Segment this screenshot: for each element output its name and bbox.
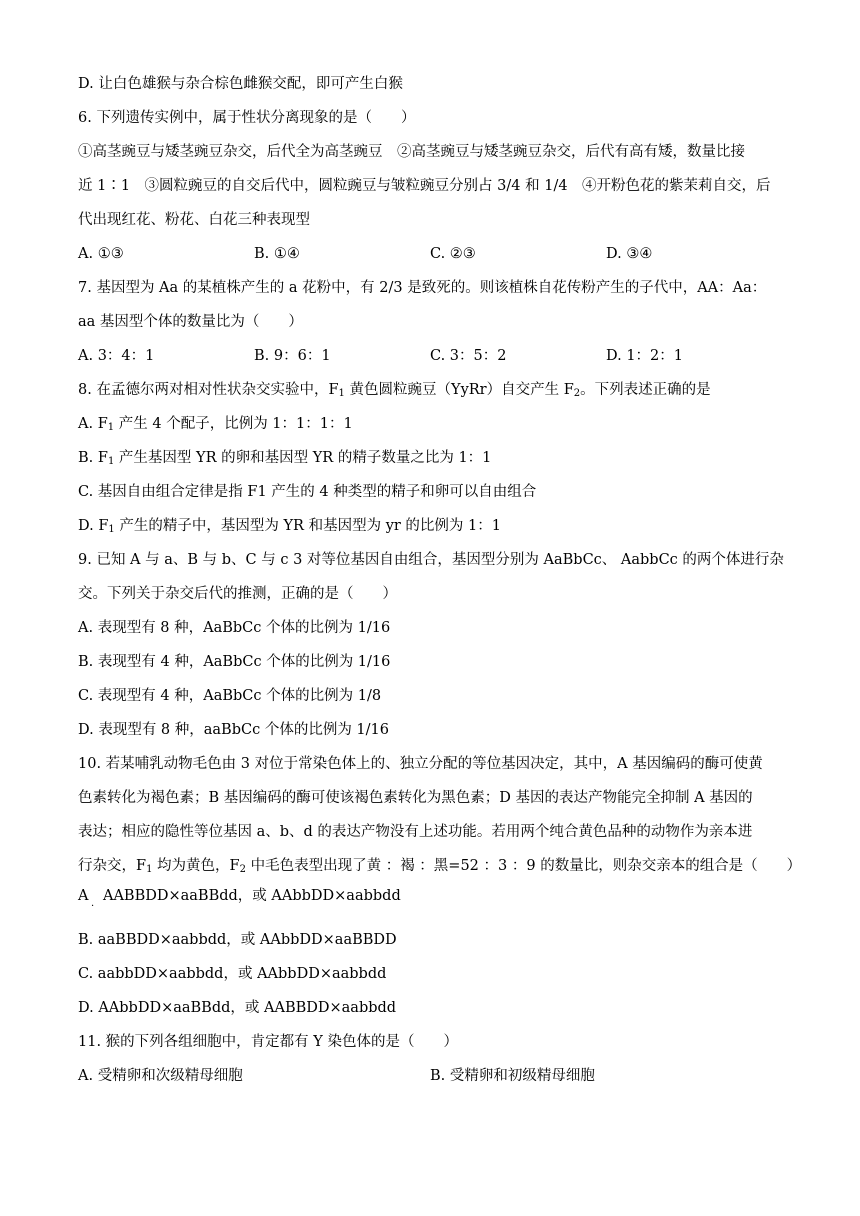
q7-stem-line-1: 7. 基因型为 Aa 的某植株产生的 a 花粉中，有 2/3 是致死的。则该植株自花传粉产生的子代中，AA：Aa： bbox=[78, 280, 767, 296]
q6-body-line-3: 代出现红花、粉花、白花三种表现型 bbox=[78, 212, 310, 228]
q6-body-line-2: 近 1∶1 ③圆粒豌豆的自交后代中，圆粒豌豆与皱粒豌豆分别占 3/4 和 1/4 ④开粉色花的紫茉莉自交，后 bbox=[78, 178, 771, 194]
q8-option-a: A. $F_1$ 产生 4 个配子，比例为 1：1：1：1 bbox=[78, 416, 353, 433]
q10-option-c: C. aabbDD×aabbdd，或 AAbbDD×aabbdd bbox=[78, 966, 387, 982]
q6-body-line-1: ①高茎豌豆与矮茎豌豆杂交，后代全为高茎豌豆 ②高茎豌豆与矮茎豌豆杂交，后代有高有矮，数量比接 bbox=[78, 144, 745, 160]
q8-option-c: C. 基因自由组合定律是指 F1 产生的 4 种类型的精子和卵可以自由组合 bbox=[78, 484, 537, 500]
q10-option-b: B. aaBBDD×aabbdd，或 AAbbDD×aaBBDD bbox=[78, 932, 397, 948]
q7-option-b: B. 9：6：1 bbox=[254, 348, 331, 364]
q8-option-d: D. $F_1$ 产生的精子中，基因型为 YR 和基因型为 yr 的比例为 1：1 bbox=[78, 518, 501, 535]
q6-option-a: A. ①③ bbox=[78, 246, 124, 262]
q11-option-a: A. 受精卵和次级精母细胞 bbox=[78, 1068, 243, 1084]
q6-option-b: B. ①④ bbox=[254, 246, 300, 262]
q6-stem: 6. 下列遗传实例中，属于性状分离现象的是（ ） bbox=[78, 110, 416, 126]
q9-stem-line-2: 交。下列关于杂交后代的推测，正确的是（ ） bbox=[78, 586, 397, 602]
q10-stem-line-2: 色素转化为褐色素；B 基因编码的酶可使该褐色素转化为黑色素；D 基因的表达产物能完全抑制 A 基因的 bbox=[78, 790, 753, 806]
q6-option-c: C. ②③ bbox=[430, 246, 476, 262]
q7-stem-line-2: aa 基因型个体的数量比为（ ） bbox=[78, 314, 303, 330]
q11-option-b: B. 受精卵和初级精母细胞 bbox=[430, 1068, 595, 1084]
q7-option-a: A. 3：4：1 bbox=[78, 348, 155, 364]
q10-stem-line-3: 表达；相应的隐性等位基因 a、b、d 的表达产物没有上述功能。若用两个纯合黄色品种的动物作为亲本进 bbox=[78, 824, 753, 840]
q9-option-a: A. 表现型有 8 种，AaBbCc 个体的比例为 1/16 bbox=[78, 620, 391, 636]
q9-option-b: B. 表现型有 4 种，AaBbCc 个体的比例为 1/16 bbox=[78, 654, 391, 670]
q10-stem-line-1: 10. 若某哺乳动物毛色由 3 对位于常染色体上的、独立分配的等位基因决定，其中，A 基因编码的酶可使黄 bbox=[78, 756, 763, 772]
q9-option-d: D. 表现型有 8 种，aaBbCc 个体的比例为 1/16 bbox=[78, 722, 389, 738]
q5-option-d: D. 让白色雄猴与杂合棕色雌猴交配，即可产生白猴 bbox=[78, 76, 403, 92]
q11-stem: 11. 猴的下列各组细胞中，肯定都有 Y 染色体的是（ ） bbox=[78, 1034, 458, 1050]
q10-stem-line-4: 行杂交，$F_1$ 均为黄色，$F_2$ 中毛色表型出现了黄 ：褐 ：黑=52 ：3 ：9 的数量比，则杂交亲本的组合是（ ） bbox=[78, 858, 802, 875]
q9-stem-line-1: 9. 已知 A 与 a、B 与 b、C 与 c 3 对等位基因自由组合，基因型分别为 AaBbCc、 AabbCc 的两个体进行杂 bbox=[78, 552, 784, 568]
q8-stem: 8. 在孟德尔两对相对性状杂交实验中，$F_1$ 黄色圆粒豌豆（YyRr）自交产生 $F_2$。下列表述正确的是 bbox=[78, 382, 711, 399]
q6-option-d: D. ③④ bbox=[606, 246, 653, 262]
q10-option-a: A AABBDD×aaBBdd，或 AAbbDD×aabbdd bbox=[78, 888, 401, 904]
stray-dot-mark: · bbox=[91, 901, 95, 912]
q10-option-d: D. AAbbDD×aaBBdd，或 AABBDD×aabbdd bbox=[78, 1000, 397, 1016]
q8-option-b: B. $F_1$ 产生基因型 YR 的卵和基因型 YR 的精子数量之比为 1：1 bbox=[78, 450, 492, 467]
q9-option-c: C. 表现型有 4 种，AaBbCc 个体的比例为 1/8 bbox=[78, 688, 382, 704]
q7-option-d: D. 1：2：1 bbox=[606, 348, 684, 364]
q7-option-c: C. 3：5：2 bbox=[430, 348, 507, 364]
